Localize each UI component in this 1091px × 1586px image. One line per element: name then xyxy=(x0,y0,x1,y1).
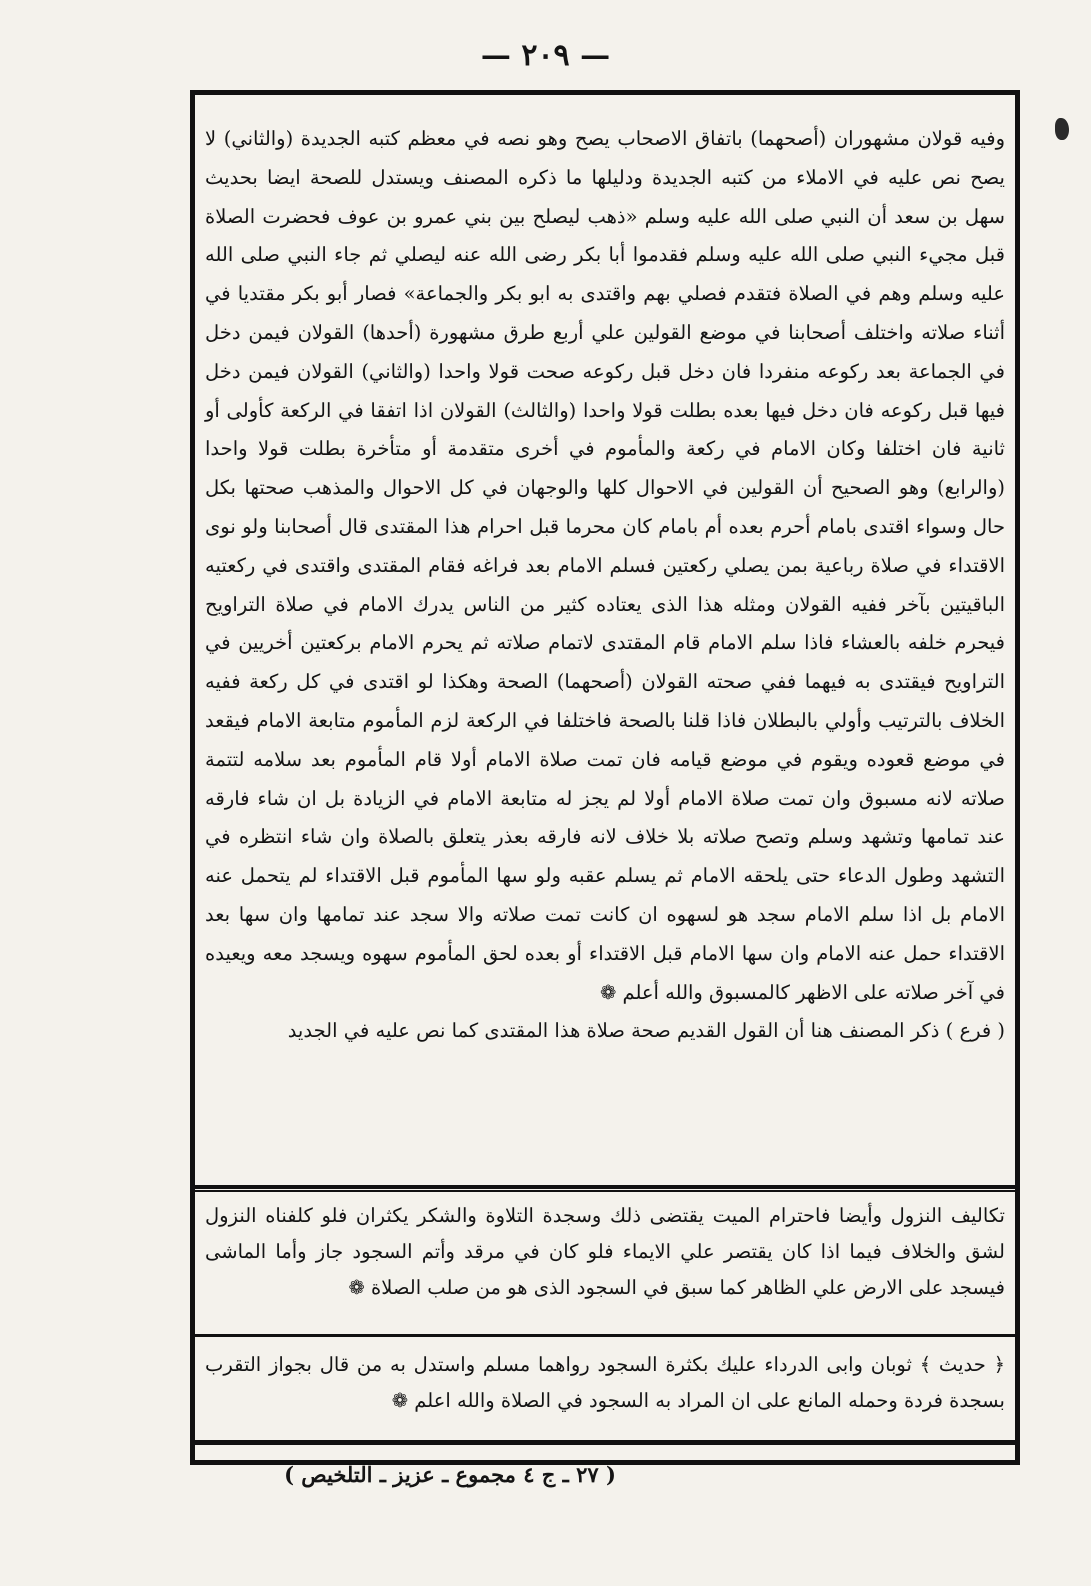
footer-signature: ( ٢٧ ـ ج ٤ مجموع ـ عزيز ـ التلخيص ) xyxy=(284,1462,616,1487)
branch-note: ( فرع ) ذكر المصنف هنا أن القول القديم صحة صلاة هذا المقتدى كما نص عليه في الجديد xyxy=(287,1019,1005,1043)
main-text-block xyxy=(205,120,1005,1051)
commentary-paragraph: تكاليف النزول وأيضا فاحترام الميت يقتضى ذلك وسجدة التلاوة والشكر يكثران فلو كلفناه النزول لشق والخلاف فيما اذا كان يقتصر علي الايماء فلو كان في مرقد وأتم السجود جاز وأما الماشى فيسجد على الارض علي الظاهر كما سبق في السجود الذى هو من صلب الصلاة ❁ xyxy=(205,1204,1005,1299)
page-number: — ٢٠٩ — xyxy=(480,38,611,73)
hadith-paragraph: ﴿ حديث ﴾ ثوبان وابى الدرداء عليك بكثرة السجود رواهما مسلم واستدل به من قال بجواز التقرب بسجدة فردة وحمله المانع على ان المراد به السجود في الصلاة والله اعلم ❁ xyxy=(205,1353,1005,1412)
bottom-rule xyxy=(190,1440,1020,1445)
main-paragraph: وفيه قولان مشهوران (أصحهما) باتفاق الاصحاب يصح وهو نصه في معظم كتبه الجديدة (والثاني) لا يصح نص عليه في الاملاء من كتبه الجديدة ودليلها ما ذكره المصنف ويستدل للصحة ايضا بحديث سهل بن سعد أن النبي صلى الله عليه وسلم «ذهب ليصلح بين بني عمرو بن عوف فحضرت الصلاة قبل مجيء النبي صلى الله عليه وسلم فقدموا أبا بكر رضى الله عنه ليصلي ثم جاء النبي صلى الله عليه وسلم وهم في الصلاة فتقدم فصلي بهم واقتدى به ابو بكر والجماعة» فصار أبو بكر مقتديا في أثناء صلاته واختلف أصحابنا في موضع القولين علي أربع طرق مشهورة (أحدها) القولان فيمن دخل في الجماعة بعد ركوعه منفردا فان دخل قبل ركوعه صحت قولا واحدا (والثاني) القولان فيمن دخل فيها قبل ركوعه فان دخل فيها بعده بطلت قولا واحدا (والثالث) القولان اذا اتفقا في الركعة كأولى أو ثانية فان اختلفا وكان الامام في ركعة والمأموم في أخرى متقدمة أو متأخرة بطلت قولا واحدا (والرابع) وهو الصحيح أن القولين في الاحوال كلها والوجهان في كل الاحوال والمذهب صحتها بكل حال وسواء اقتدى بامام أحرم بعده أم بامام كان محرما قبل احرام هذا المقتدى قال أصحابنا ولو نوى الاقتداء في صلاة رباعية بمن يصلي ركعتين فسلم الامام بعد فراغه فقام المقتدى واقتدى في ركعتيه الباقيتين بآخر ففيه القولان ومثله هذا الذى يعتاده كثير من الناس يدرك الامام في صلاة التراويح فيحرم خلفه بالعشاء فاذا سلم الامام قام المقتدى لاتمام صلاته ثم يحرم الامام بركعتين أخريين في التراويح فيقتدى به فيهما ففي صحته القولان (أصحهما) الصحة وهكذا لو اقتدى في كل ركعة ففيه الخلاف بالترتيب وأولي بالبطلان فاذا قلنا بالصحة فاختلفا في الركعة لزم المأموم متابعة الامام فيقعد في موضع قعوده ويقوم في موضع قيامه فان تمت صلاة الامام أولا قام المأموم بعد سلامه لتتمة صلاته لانه مسبوق وان تمت صلاة الامام أولا لم يجز له متابعة الامام في الزيادة بل ان شاء فارقه عند تمامها وتشهد وسلم وتصح صلاته بلا خلاف لانه فارقه بعذر يتعلق بالصلاة وان شاء انتظره في التشهد وطول الدعاء حتى يلحقه الامام ثم يسلم عقبه ولو سها المأموم قبل الاقتداء لم يتحمل عنه الامام بل اذا سلم الامام سجد هو لسهوه ان كانت تمت صلاته والا سجد عند تمامها وان سها بعد الاقتداء حمل عنه الامام وان سها الامام قبل الاقتداء أو بعده لحق المأموم سهوه ويسجد معه ويعيده في آخر صلاته على الاظهر كالمسبوق والله أعلم ❁ xyxy=(205,127,1005,1004)
section-divider-thin xyxy=(190,1190,1020,1192)
hadith-commentary-block xyxy=(205,1347,1005,1419)
commentary-block xyxy=(205,1198,1005,1306)
section-divider xyxy=(190,1334,1020,1337)
section-divider xyxy=(190,1185,1020,1189)
scan-blot xyxy=(1055,118,1069,140)
